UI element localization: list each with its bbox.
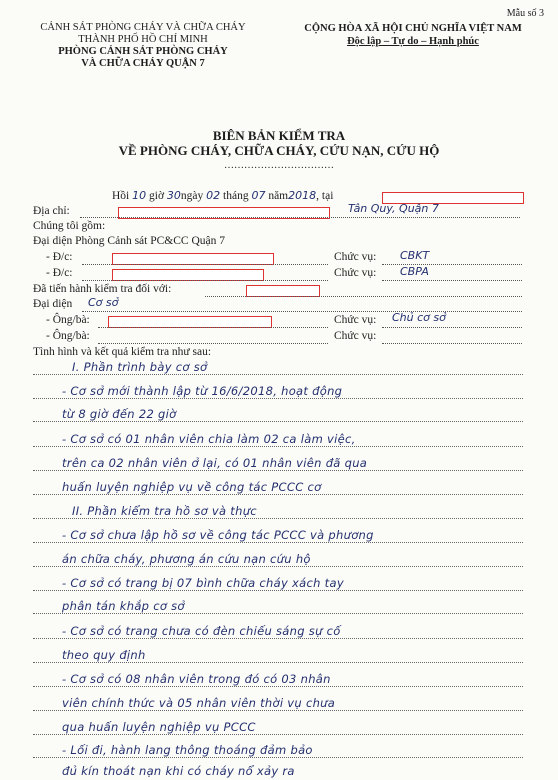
line-guide <box>33 734 523 735</box>
person1-pos-value: Chủ cơ sở <box>392 311 446 324</box>
line-guide <box>33 470 523 471</box>
issuing-agency <box>28 22 258 70</box>
inspected-dots <box>205 296 522 297</box>
hw-line: - Lối đi, hành lang thông thoáng đảm bảo <box>62 743 313 757</box>
line-guide <box>33 638 523 639</box>
day-value: 02 <box>206 189 221 202</box>
agency-line-4: VÀ CHỮA CHÁY QUẬN 7 <box>81 58 205 69</box>
address-value: Tân Quy, Quận 7 <box>348 202 439 215</box>
hw-line: - Cơ sở có 08 nhân viên trong đó có 03 nhân <box>62 672 331 686</box>
officer2-dots <box>82 280 328 281</box>
hw-line: - Cơ sở có trang chưa có đèn chiếu sáng sự cố <box>62 624 341 638</box>
hw-line: - Cơ sở mới thành lập từ 16/6/2018, hoạt động <box>62 384 343 398</box>
line-guide <box>33 686 523 687</box>
hw-line: - Cơ sở chưa lập hồ sơ về công tác PCCC và phương <box>62 528 374 542</box>
hour-value: 10 <box>132 189 147 202</box>
hw-line: trên ca 02 nhân viên ở lại, có 01 nhân viên đã qua <box>62 456 368 470</box>
line-guide <box>33 494 523 495</box>
person1-pos-label: Chức vụ: <box>334 314 377 326</box>
hw-line: I. Phần trình bày cơ sở <box>72 360 208 374</box>
line-guide <box>33 590 523 591</box>
person1-pos-dots <box>382 327 522 328</box>
thang-label: tháng <box>223 190 249 202</box>
line-guide <box>33 566 523 567</box>
agency-line-3: PHÒNG CẢNH SÁT PHÒNG CHÁY <box>58 46 228 57</box>
person2-pos-label: Chức vụ: <box>334 330 377 342</box>
person2-pos-dots <box>382 343 522 344</box>
line-guide <box>33 518 523 519</box>
rep-police-label: Đại diện Phòng Cảnh sát PC&CC Quận 7 <box>33 235 225 247</box>
year-value: 2018 <box>288 189 317 202</box>
person2-dots <box>98 343 328 344</box>
hw-line: II. Phần kiểm tra hồ sơ và thực <box>72 504 257 518</box>
line-guide <box>33 421 523 422</box>
hoi-label: Hồi <box>112 190 130 202</box>
agency-line-2: THÀNH PHỐ HỒ CHÍ MINH <box>78 34 208 45</box>
officer1-pos-value: CBKT <box>400 249 430 262</box>
form-number: Mẫu số 3 <box>506 8 544 19</box>
national-motto <box>282 22 544 48</box>
doc-title: BIÊN BẢN KIỂM TRA <box>212 128 346 143</box>
line-guide <box>33 542 523 543</box>
line-guide <box>33 446 523 447</box>
hw-line: từ 8 giờ đến 22 giờ <box>62 407 177 421</box>
hw-line: - Cơ sở có trang bị 07 bình chữa cháy xách tay <box>62 576 344 590</box>
person2-label: - Ông/bà: <box>46 330 90 342</box>
agency-line-1: CẢNH SÁT PHÒNG CHÁY VÀ CHỮA CHÁY <box>40 22 246 33</box>
line-guide <box>33 662 523 663</box>
line-guide <box>33 374 523 375</box>
line-guide <box>33 710 523 711</box>
hw-line: phân tán khắp cơ sở <box>62 599 185 613</box>
time-line <box>112 189 333 202</box>
person1-label: - Ông/bà: <box>46 314 90 326</box>
person1-dots <box>98 327 328 328</box>
title-dots: …………………………… <box>224 160 334 171</box>
line-guide <box>33 613 523 614</box>
inspected-label: Đã tiến hành kiểm tra đối với: <box>33 283 172 295</box>
gio-label: giờ <box>149 190 165 202</box>
address-dots <box>80 217 520 218</box>
hw-line: án chữa cháy, phương án cứu nạn cứu hộ <box>62 552 311 566</box>
officer1-pos-label: Chức vụ: <box>334 251 377 263</box>
hw-line: - Cơ sở có 01 nhân viên chia làm 02 ca làm việc, <box>62 432 356 446</box>
hw-line: qua huấn luyện nghiệp vụ PCCC <box>62 720 256 734</box>
officer1-label: - Đ/c: <box>46 251 73 263</box>
hw-line: đủ kín thoát nạn khi có cháy nổ xảy ra <box>62 764 295 778</box>
line-guide <box>33 757 523 758</box>
line-guide <box>33 398 523 399</box>
ngay-label: ngày <box>180 190 204 202</box>
officer2-pos-label: Chức vụ: <box>334 267 377 279</box>
we-label: Chúng tôi gồm: <box>33 220 106 232</box>
tai-label: , tại <box>316 190 334 202</box>
country-name: CỘNG HÒA XÃ HỘI CHỦ NGHĨA VIỆT NAM <box>304 23 522 34</box>
doc-subtitle: VỀ PHÒNG CHÁY, CHỮA CHÁY, CỨU NẠN, CỨU HỘ <box>118 143 440 158</box>
address-label: Địa chỉ: <box>33 205 70 217</box>
month-value: 07 <box>251 189 266 202</box>
hw-line: theo quy định <box>62 648 146 662</box>
officer2-pos-dots <box>382 280 522 281</box>
situation-label: Tình hình và kết quả kiểm tra như sau: <box>33 346 212 358</box>
nam-label: năm <box>268 190 289 202</box>
rep-value: Cơ sở <box>88 296 119 309</box>
officer1-dots <box>82 264 328 265</box>
hw-line: huấn luyện nghiệp vụ về công tác PCCC cơ <box>62 480 322 494</box>
officer2-pos-value: CBPA <box>400 265 429 278</box>
hw-line: viên chính thức và 05 nhân viên thời vụ chưa <box>62 696 336 710</box>
motto: Độc lập – Tự do – Hạnh phúc <box>347 36 479 47</box>
rep-label: Đại diện <box>33 298 73 310</box>
officer2-label: - Đ/c: <box>46 267 73 279</box>
minute-value: 30 <box>166 189 181 202</box>
rep-dots <box>82 311 522 312</box>
